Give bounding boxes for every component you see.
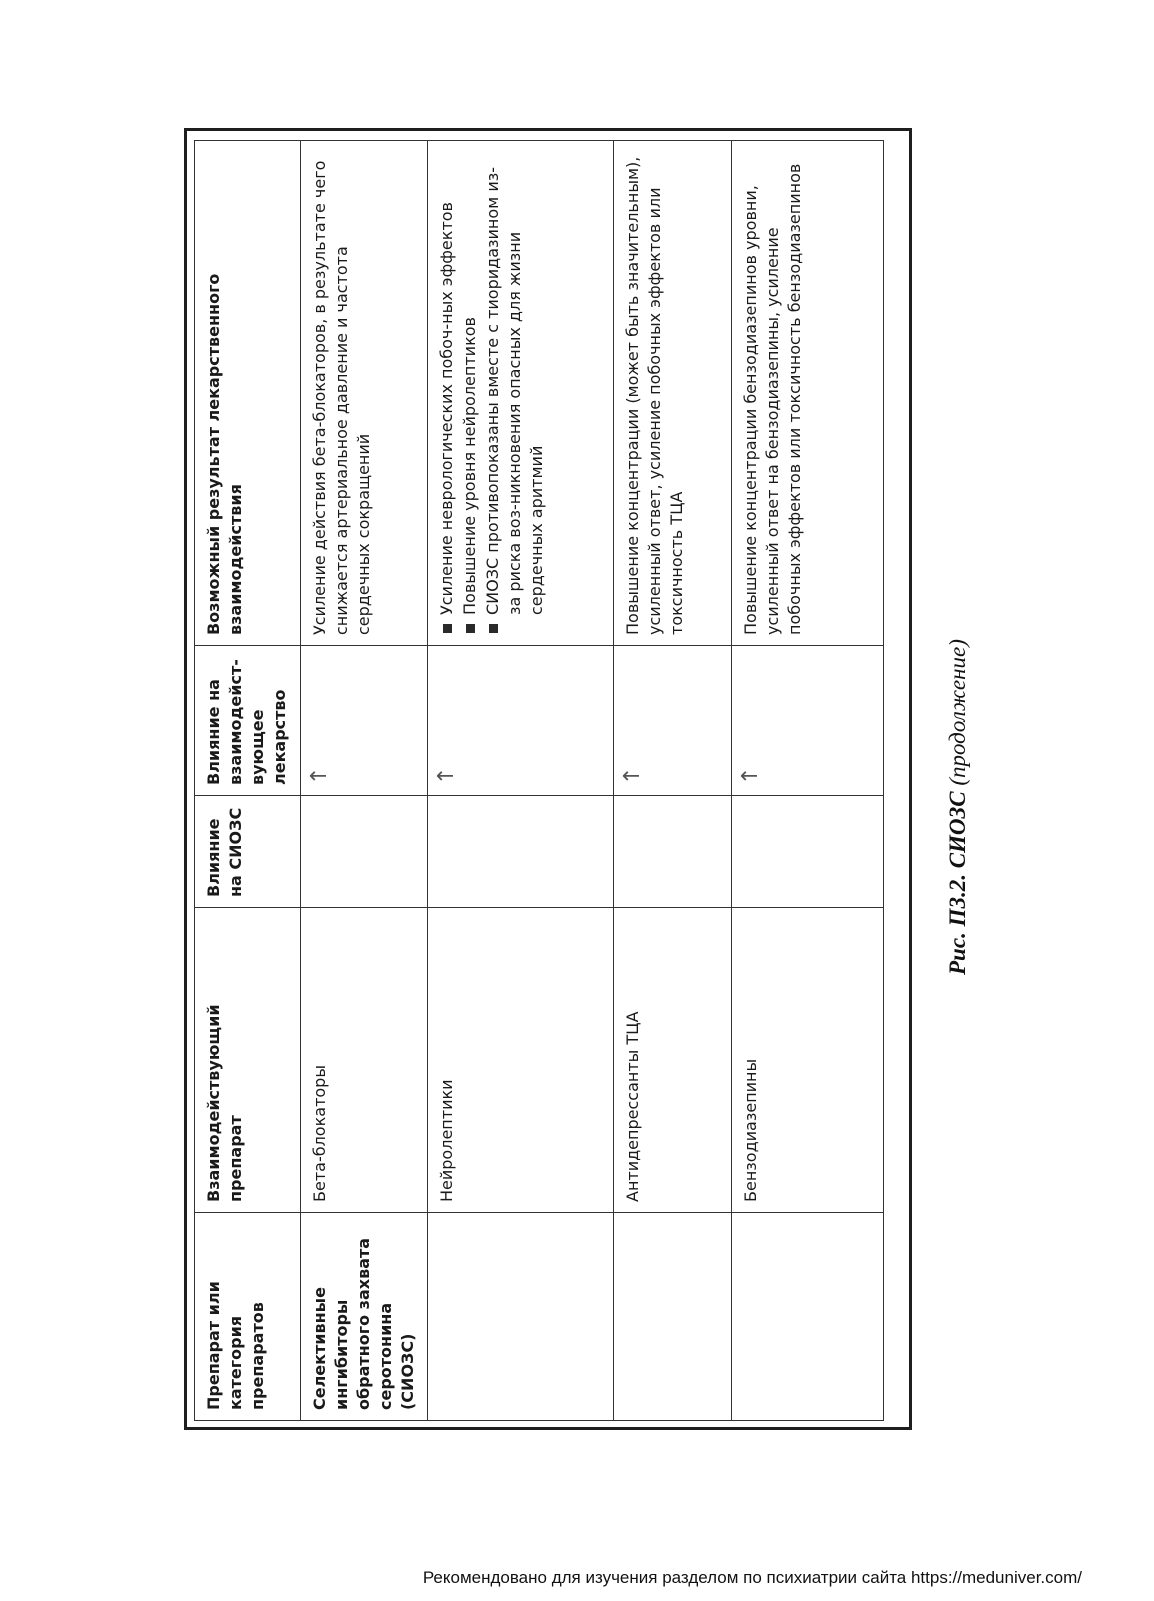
result-item-text: Усиление неврологических побоч-ных эффектов bbox=[437, 202, 456, 615]
effect-drug-cell bbox=[614, 646, 732, 796]
table-row bbox=[732, 141, 884, 1421]
category-cell-empty bbox=[732, 1213, 884, 1421]
effect-drug-cell bbox=[301, 646, 428, 796]
footer-note: Рекомендовано для изучения разделом по психиатрии сайта https://meduniver.com/ bbox=[422, 1568, 1082, 1587]
effect-ssri-cell bbox=[614, 796, 732, 908]
effect-drug-cell bbox=[428, 646, 614, 796]
table-row bbox=[301, 141, 428, 1421]
interaction-table bbox=[194, 140, 884, 1421]
result-cell: Повышение концентрации бензодиазепинов уровни, усиленный ответ на бензодиазепины, усиление побочных эффектов или токсичность бензодиазепинов bbox=[732, 141, 884, 646]
result-cell bbox=[428, 141, 614, 646]
effect-drug-cell bbox=[732, 646, 884, 796]
drug-cell: Нейролептики bbox=[428, 908, 614, 1213]
header-drug-category: Препарат или категория препаратов bbox=[195, 1213, 301, 1421]
list-item bbox=[459, 151, 481, 635]
category-cell-empty bbox=[428, 1213, 614, 1421]
bullet-square-icon bbox=[443, 624, 452, 633]
arrow-up-icon: ↑ bbox=[620, 766, 645, 785]
header-effect-ssri: Влияние на СИОЗС bbox=[195, 796, 301, 908]
header-effect-drug: Влияние на взаимодейст-вующее лекарство bbox=[195, 646, 301, 796]
result-cell: Повышение концентрации (может быть значительным), усиленный ответ, усиление побочных эффектов или токсичность ТЦА bbox=[614, 141, 732, 646]
effect-ssri-cell bbox=[428, 796, 614, 908]
header-interacting-drug: Взаимодействующий препарат bbox=[195, 908, 301, 1213]
category-cell: Селективные ингибиторы обратного захвата серотонина (СИОЗС) bbox=[301, 1213, 428, 1421]
figure-caption bbox=[941, 275, 975, 975]
drug-cell: Бета-блокаторы bbox=[301, 908, 428, 1213]
bullet-square-icon bbox=[489, 624, 498, 633]
bullet-square-icon bbox=[466, 624, 475, 633]
caption-suffix: (продолжение) bbox=[945, 639, 970, 786]
caption-label: Рис. П3.2. СИОЗС bbox=[945, 791, 970, 975]
drug-cell: Бензодиазепины bbox=[732, 908, 884, 1213]
effect-ssri-cell bbox=[301, 796, 428, 908]
table-row bbox=[614, 141, 732, 1421]
drug-cell: Антидепрессанты ТЦА bbox=[614, 908, 732, 1213]
arrow-up-icon: ↑ bbox=[434, 766, 459, 785]
arrow-up-icon: ↑ bbox=[307, 766, 332, 785]
category-cell-empty bbox=[614, 1213, 732, 1421]
result-list bbox=[436, 151, 548, 635]
arrow-up-icon: ↑ bbox=[738, 766, 763, 785]
list-item bbox=[436, 151, 458, 635]
header-result: Возможный результат лекарственного взаимодействия bbox=[195, 141, 301, 646]
result-cell: Усиление действия бета-блокаторов, в результате чего снижается артериальное давление и частота сердечных сокращений bbox=[301, 141, 428, 646]
result-item-text: Повышение уровня нейролептиков bbox=[460, 317, 479, 615]
rotated-table-container bbox=[194, 141, 874, 1421]
table-row bbox=[428, 141, 614, 1421]
list-item bbox=[482, 151, 548, 635]
table-header-row bbox=[195, 141, 301, 1421]
effect-ssri-cell bbox=[732, 796, 884, 908]
result-item-text: СИОЗС противопоказаны вместе с тиоридазином из-за риска воз-никновения опасных для жизни сердечных аритмий bbox=[483, 167, 546, 615]
